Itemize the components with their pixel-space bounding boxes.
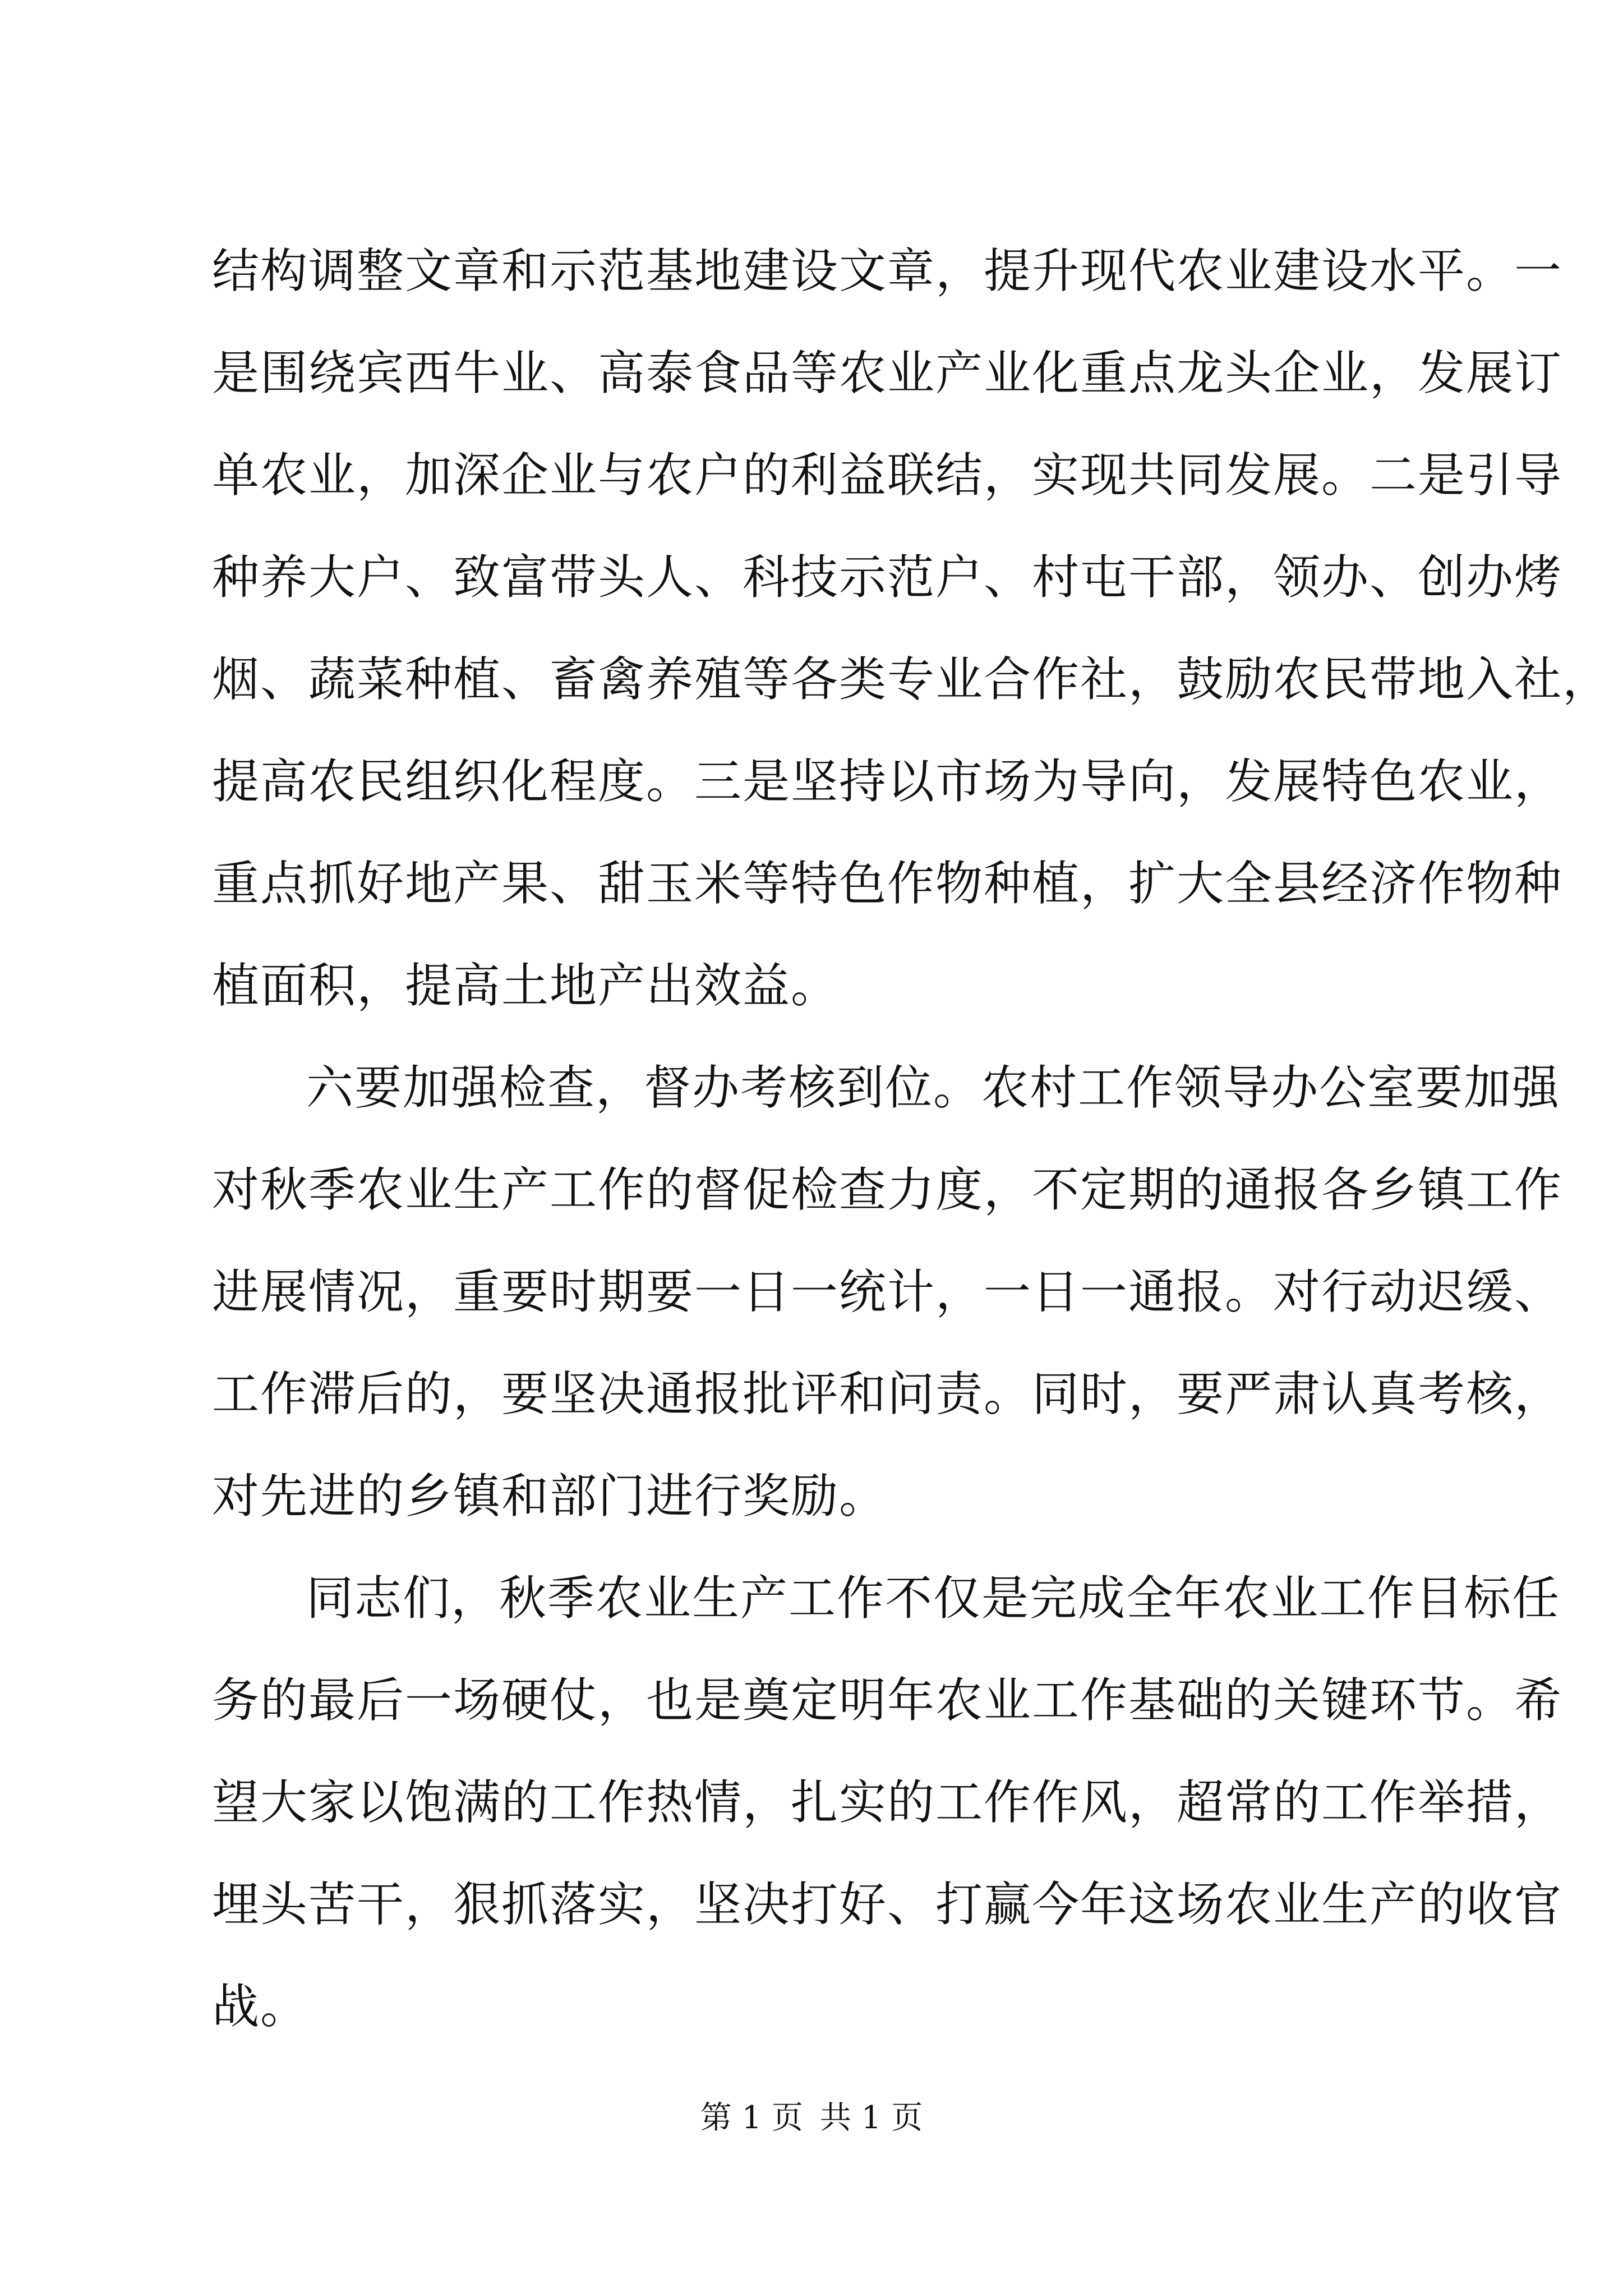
text-line: 进展情况，重要时期要一日一统计，一日一通报。对行动迟缓、 <box>212 1264 1563 1319</box>
text-line: 植面积，提高土地产出效益。 <box>212 958 840 1013</box>
text-line: 是围绕宾西牛业、高泰食品等农业产业化重点龙头企业，发展订 <box>212 346 1563 401</box>
text-line: 六要加强检查，督办考核到位。农村工作领导办公室要加强 <box>306 1060 1561 1115</box>
page-number: 第 1 页 <box>700 2100 803 2136</box>
text-line: 战。 <box>212 1979 309 2034</box>
text-line: 烟、蔬菜种植、畜禽养殖等各类专业合作社，鼓励农民带地入社， <box>212 652 1611 707</box>
text-line: 结构调整文章和示范基地建设文章，提升现代农业建设水平。一 <box>212 243 1563 298</box>
text-line: 望大家以饱满的工作热情，扎实的工作作风，超常的工作举措， <box>212 1775 1563 1830</box>
text-line: 对先进的乡镇和部门进行奖励。 <box>212 1469 888 1524</box>
text-line: 工作滞后的，要坚决通报批评和问责。同时，要严肃认真考核， <box>212 1366 1563 1421</box>
text-line: 对秋季农业生产工作的督促检查力度，不定期的通报各乡镇工作 <box>212 1162 1563 1217</box>
paragraph-3 <box>212 1547 1563 2058</box>
text-line: 务的最后一场硬仗，也是奠定明年农业工作基础的关键环节。希 <box>212 1673 1563 1728</box>
paragraph-1 <box>212 220 1611 1037</box>
document-body <box>212 220 1611 2058</box>
page-total: 共 1 页 <box>820 2100 923 2136</box>
text-line: 提高农民组织化程度。三是坚持以市场为导向，发展特色农业， <box>212 754 1563 809</box>
text-line: 种养大户、致富带头人、科技示范户、村屯干部，领办、创办烤 <box>212 550 1563 605</box>
text-line: 重点抓好地产果、甜玉米等特色作物种植，扩大全县经济作物种 <box>212 856 1563 911</box>
text-line: 单农业，加深企业与农户的利益联结，实现共同发展。二是引导 <box>212 448 1563 503</box>
text-line: 同志们，秋季农业生产工作不仅是完成全年农业工作目标任 <box>306 1571 1561 1626</box>
paragraph-2 <box>212 1037 1563 1547</box>
page-footer <box>0 2096 1623 2141</box>
text-line: 埋头苦干，狠抓落实，坚决打好、打赢今年这场农业生产的收官 <box>212 1877 1563 1932</box>
